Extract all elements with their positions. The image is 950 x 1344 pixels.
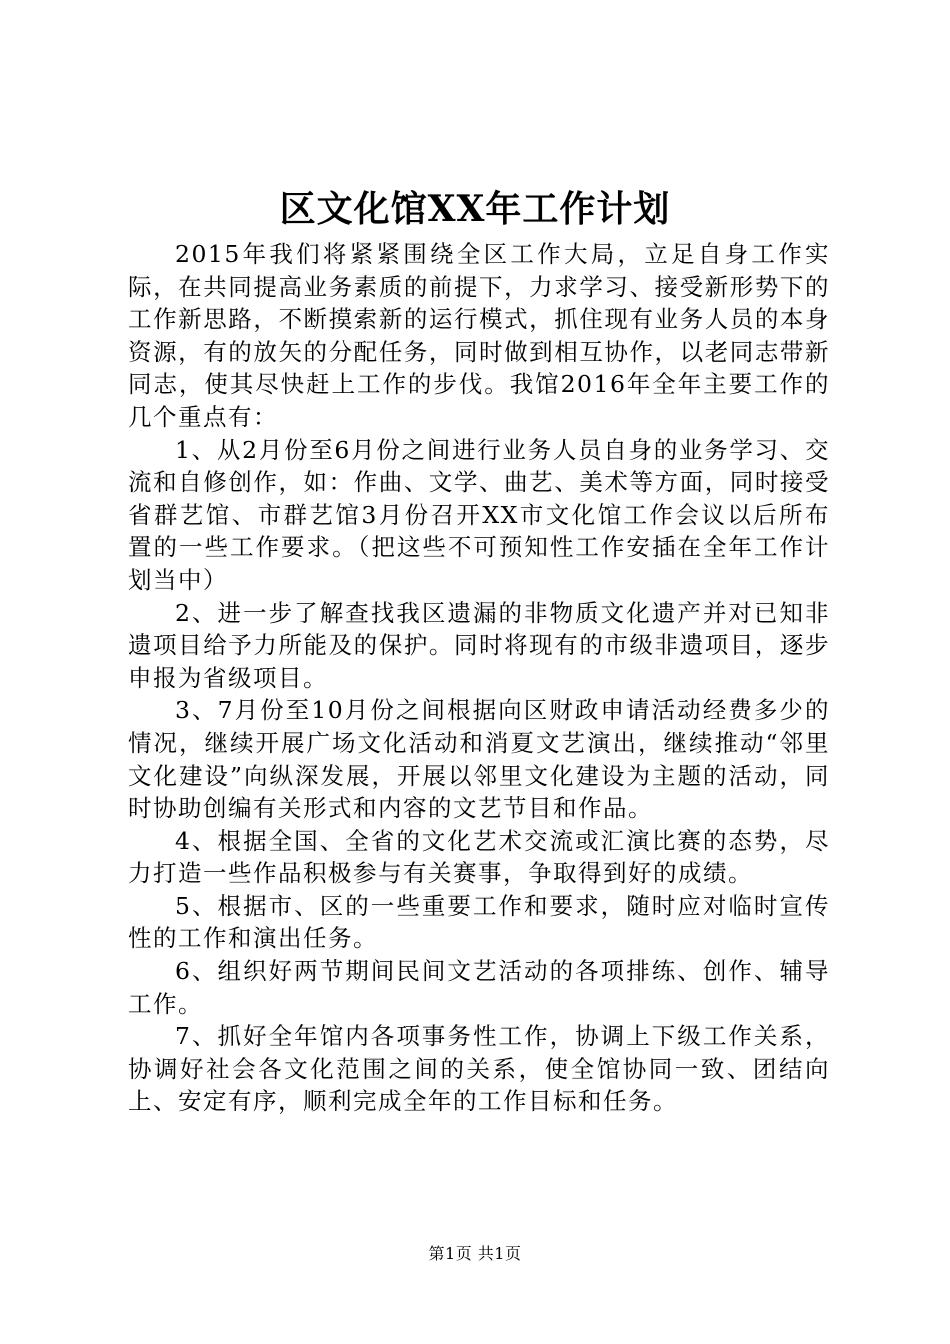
paragraph-item-7: 7、抓好全年馆内各项事务性工作，协调上下级工作关系，协调好社会各文化范围之间的关系，使全馆协同一致、团结向上、安定有序，顺利完成全年的工作目标和任务。: [128, 1022, 830, 1116]
page-number-footer: 第1页 共1页: [428, 1244, 522, 1263]
paragraph-item-2: 2、进一步了解查找我区遗漏的非物质文化遗产并对已知非遗项目给予力所能及的保护。同时将现有的市级非遗项目，逐步申报为省级项目。: [128, 598, 830, 692]
paragraph-item-5: 5、根据市、区的一些重要工作和要求，随时应对临时宣传性的工作和演出任务。: [128, 891, 830, 953]
document-body: [128, 238, 830, 1118]
paragraph-item-3: 3、7月份至10月份之间根据向区财政申请活动经费多少的情况，继续开展广场文化活动和消夏文艺演出，继续推动“邻里文化建设”向纵深发展，开展以邻里文化建设为主题的活动，同时协助创编有关形式和内容的文艺节目和作品。: [128, 696, 830, 823]
document-title: 区文化馆XX年工作计划: [279, 188, 671, 230]
paragraph-item-6: 6、组织好两节期间民间文艺活动的各项排练、创作、辅导工作。: [128, 957, 830, 1018]
paragraph-item-1: 1、从2月份至6月份之间进行业务人员自身的业务学习、交流和自修创作，如：作曲、文学、曲艺、美术等方面，同时接受省群艺馆、市群艺馆3月份召开XX市文化馆工作会议以后所布置的一些工作要求。（把这些不可预知性工作安插在全年工作计划当中）: [128, 435, 830, 594]
paragraph-item-4: 4、根据全国、全省的文化艺术交流或汇演比赛的态势，尽力打造一些作品积极参与有关赛事，争取得到好的成绩。: [128, 826, 830, 888]
paragraph-intro: 2015年我们将紧紧围绕全区工作大局，立足自身工作实际，在共同提高业务素质的前提下，力求学习、接受新形势下的工作新思路，不断摸索新的运行模式，抓住现有业务人员的本身资源，有的放矢的分配任务，同时做到相互协作，以老同志带新同志，使其尽快赶上工作的步伐。我馆2016年全年主要工作的几个重点有：: [128, 240, 830, 431]
